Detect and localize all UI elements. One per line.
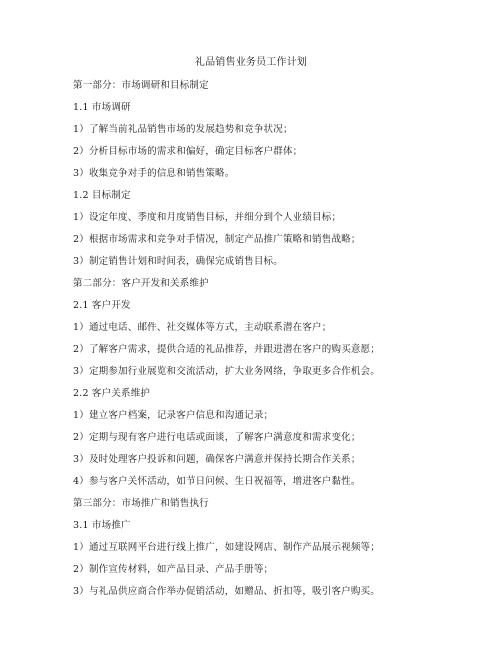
list-item: 2）了解客户需求，提供合适的礼品推荐，并跟进潜在客户的购买意愿；: [73, 344, 380, 355]
list-item: 2）根据市场需求和竞争对手情况，制定产品推广策略和销售战略；: [73, 234, 361, 245]
section-heading: 第二部分：客户开发和关系维护: [73, 278, 209, 289]
list-item: 1）了解当前礼品销售市场的发展趋势和竞争状况；: [73, 124, 293, 135]
list-item: 4）参与客户关怀活动，如节日问候、生日祝福等，增进客户黏性。: [73, 476, 361, 487]
subsection-heading: 1.1 市场调研: [73, 102, 131, 113]
subsection-heading: 2.1 客户开发: [73, 300, 131, 311]
document-title: 礼品销售业务员工作计划: [194, 57, 308, 68]
subsection-heading: 2.2 客户关系维护: [73, 388, 151, 399]
list-item: 3）定期参加行业展览和交流活动，扩大业务网络，争取更多合作机会。: [73, 366, 380, 377]
list-item: 2）制作宣传材料，如产品目录、产品手册等；: [73, 564, 274, 575]
subsection-heading: 1.2 目标制定: [73, 190, 131, 201]
list-item: 2）定期与现有客户进行电话或面谈，了解客户满意度和需求变化；: [73, 432, 361, 443]
list-item: 3）制定销售计划和时间表，确保完成销售目标。: [73, 256, 283, 267]
list-item: 2）分析目标市场的需求和偏好，确定目标客户群体；: [73, 146, 303, 157]
section-heading: 第一部分：市场调研和目标制定: [73, 80, 209, 91]
list-item: 3）收集竞争对手的信息和销售策略。: [73, 168, 235, 179]
section-heading: 第三部分：市场推广和销售执行: [73, 498, 209, 509]
subsection-heading: 3.1 市场推广: [73, 520, 131, 531]
list-item: 3）及时处理客户投诉和问题，确保客户满意并保持长期合作关系；: [73, 454, 361, 465]
list-item: 1）通过电话、邮件、社交媒体等方式，主动联系潜在客户；: [73, 322, 332, 333]
list-item: 1）通过互联网平台进行线上推广，如建设网店、制作产品展示视频等；: [73, 542, 380, 553]
list-item: 1）设定年度、季度和月度销售目标，并细分到个人业绩目标；: [73, 212, 342, 223]
list-item: 3）与礼品供应商合作举办促销活动，如赠品、折扣等，吸引客户购买。: [73, 586, 380, 597]
list-item: 1）建立客户档案，记录客户信息和沟通记录；: [73, 410, 274, 421]
